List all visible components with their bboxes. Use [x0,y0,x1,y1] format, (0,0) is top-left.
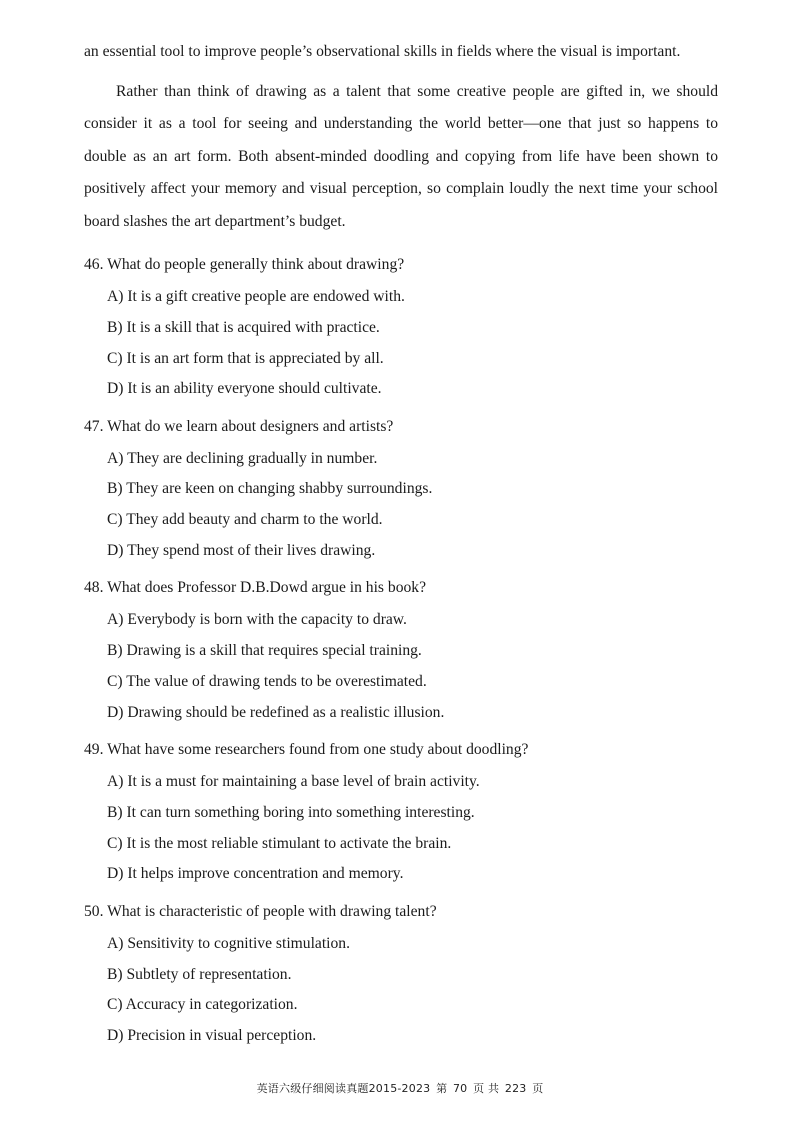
question-stem: 47. What do we learn about designers and artists? [84,417,394,435]
footer-page-mid: 页 共 [473,1082,500,1095]
option-a: A) It is a gift creative people are endowed with. [107,288,405,305]
option-d: D) It is an ability everyone should cultivate. [107,380,382,398]
option-c: C) They add beauty and charm to the world. [107,511,383,529]
option-b: B) It can turn something boring into something interesting. [107,803,475,821]
question-46 [84,251,724,405]
footer-page-prefix: 第 [436,1082,448,1095]
option-d: D) Precision in visual perception. [107,1027,317,1045]
option-a: A) It is a must for maintaining a base level of brain activity. [107,773,480,791]
option-list [84,282,724,405]
option-b: B) Drawing is a skill that requires special training. [107,642,422,660]
page-footer [0,1080,800,1096]
reading-passage [84,36,718,238]
question-stem: 50. What is characteristic of people with drawing talent? [84,902,437,920]
question-48 [84,574,724,728]
question-stem: 49. What have some researchers found from one study about doodling? [84,741,529,759]
passage-paragraph-continuation: an essential tool to improve people’s observational skills in fields where the visual is important. [84,43,681,60]
footer-current-page: 70 [452,1082,468,1095]
footer-book-title: 英语六级仔细阅读真题2015-2023 [256,1082,431,1095]
option-list [84,605,724,728]
option-d: D) They spend most of their lives drawing. [107,542,376,560]
question-50 [84,898,724,1052]
option-list [84,444,724,567]
question-stem: 48. What does Professor D.B.Dowd argue in his book? [84,579,427,597]
option-a: A) Everybody is born with the capacity to draw. [107,611,407,629]
option-c: C) It is an art form that is appreciated by all. [107,349,384,367]
option-a: A) Sensitivity to cognitive stimulation. [107,934,350,952]
question-49 [84,736,724,890]
option-b: B) Subtlety of representation. [107,965,292,983]
question-list [84,251,724,1059]
option-d: D) It helps improve concentration and memory. [107,865,404,883]
footer-total-pages: 223 [504,1082,527,1095]
option-b: B) It is a skill that is acquired with practice. [107,318,380,336]
option-list [84,929,724,1052]
option-a: A) They are declining gradually in number. [107,449,378,467]
option-list [84,767,724,890]
passage-paragraph: Rather than think of drawing as a talent that some creative people are gifted in, we should consider it as a tool for seeing and understanding the world better—one that just so happens to double as an art form. Both absent-minded doodling and copying from life have been shown to positively affect your memory and visual perception, so complain loudly the next time your school board slashes the art department’s budget. [84,82,718,230]
question-47 [84,413,724,567]
option-c: C) Accuracy in categorization. [107,996,298,1014]
option-c: C) It is the most reliable stimulant to activate the brain. [107,834,452,852]
option-c: C) The value of drawing tends to be overestimated. [107,672,427,690]
question-stem: 46. What do people generally think about drawing? [84,256,405,273]
option-b: B) They are keen on changing shabby surroundings. [107,480,433,498]
footer-page-suffix: 页 [532,1082,544,1095]
option-d: D) Drawing should be redefined as a realistic illusion. [107,703,445,721]
